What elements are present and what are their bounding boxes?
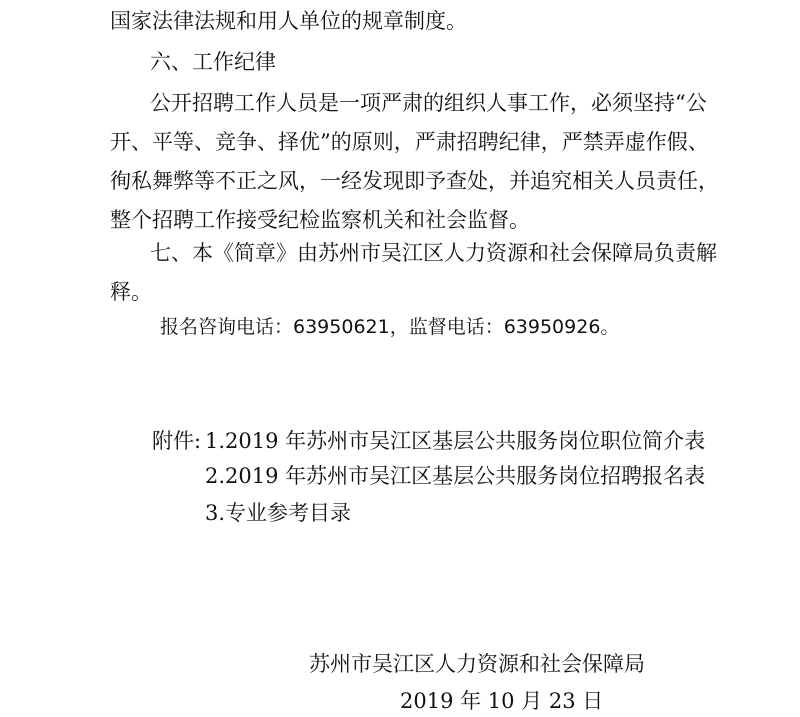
attachment-item: 2.2019 年苏州市吴江区基层公共服务岗位招聘报名表 [205,464,706,488]
paragraph-text: 公开招聘工作人员是一项严肃的组织人事工作，必须坚持“公 [150,91,707,115]
paragraph-text: 徇私舞弊等不正之风，一经发现即予查处，并追究相关人员责任， [110,169,719,193]
paragraph-line [150,90,707,116]
attachments-label: 附件: [152,429,202,453]
signature-date: 2019 年 10 月 23 日 [400,689,604,713]
paragraph-line [110,129,709,155]
section-heading [150,240,717,266]
paragraph-text: 七、本《简章》由苏州市吴江区人力资源和社会保障局负责解 [150,241,717,265]
paragraph-text: 开、平等、竞争、择优”的原则，严肃招聘纪律，严禁弄虚作假、 [110,130,709,154]
section-heading: 六、工作纪律 [150,50,276,74]
attachment-item: 3.专业参考目录 [205,501,352,525]
section-heading: 释。 [110,280,152,304]
signature-organization: 苏州市吴江区人力资源和社会保障局 [309,652,645,676]
paragraph-line [110,168,719,194]
body-text-line: 国家法律法规和用人单位的规章制度。 [110,9,467,33]
paragraph-line: 整个招聘工作接受纪检监察机关和社会监督。 [110,208,530,232]
contact-phones: 报名咨询电话：63950621，监督电话：63950926。 [160,316,620,338]
attachment-item: 1.2019 年苏州市吴江区基层公共服务岗位职位简介表 [205,429,706,453]
